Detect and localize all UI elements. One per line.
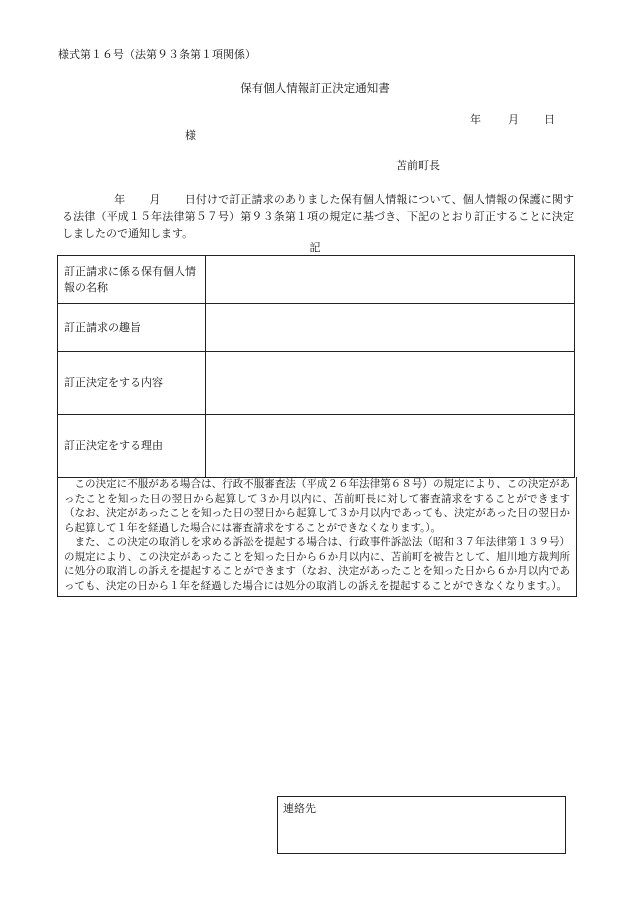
row-value-decision-reason [206, 415, 575, 478]
row-label-request-purpose: 訂正請求の趣旨 [58, 304, 206, 352]
intro-paragraph [62, 191, 574, 242]
date-day-label: 日 [544, 113, 555, 126]
ki-heading: 記 [309, 241, 321, 254]
correction-details-table [57, 255, 575, 478]
row-value-request-purpose [206, 304, 575, 352]
table-row [58, 415, 575, 478]
intro-year-label: 年 [114, 193, 126, 206]
appeal-notice-paragraph-2: また、この決定の取消しを求める訴訟を提起する場合は、行政事件訴訟法（昭和３７年法律第１３９号）の規定により、この決定があったことを知った日から６か月以内に、苫前町を被告として、旭川地方裁判所に処分の取消しの訴えを提起することができます（なお、決定があったことを知った日から６か月以内であっても、決定の日から１年を経過した場合には処分の取消しの訴えを提起することができなくなります。）。 [64, 536, 570, 592]
table-row [58, 256, 575, 304]
date-month-label: 月 [508, 113, 519, 126]
form-number: 様式第１６号（法第９３条第１項関係） [58, 48, 256, 61]
date-year-label: 年 [470, 113, 481, 126]
issuer-name: 苫前町長 [396, 159, 440, 172]
intro-text: 日付けで訂正請求のありました保有個人情報について、個人情報の保護に関する法律（平成１５年法律第５７号）第９３条第１項の規定に基づき、下記のとおり訂正することに決定しましたので通知します。 [62, 193, 574, 240]
addressee-suffix: 様 [185, 129, 196, 142]
table-row [58, 304, 575, 352]
contact-box [277, 796, 566, 854]
row-label-decision-reason: 訂正決定をする理由 [58, 415, 206, 478]
row-value-decision-content [206, 352, 575, 415]
intro-month-label: 月 [149, 193, 161, 206]
row-label-decision-content: 訂正決定をする内容 [58, 352, 206, 415]
appeal-notice-paragraph-1: この決定に不服がある場合は、行政不服審査法（平成２６年法律第６８号）の規定により、この決定があったことを知った日の翌日から起算して３か月以内に、苫前町長に対して審査請求をすることができます（なお、決定があったことを知った日の翌日から起算して３か月以内であっても、決定があった日の翌日から起算して１年を経過した場合には審査請求をすることができなくなります。）。 [64, 478, 570, 534]
appeal-notice [57, 477, 577, 597]
row-label-info-name: 訂正請求に係る保有個人情報の名称 [58, 256, 206, 304]
row-value-info-name [206, 256, 575, 304]
contact-label: 連絡先 [283, 802, 316, 815]
document-title: 保有個人情報訂正決定通知書 [240, 81, 390, 95]
table-row [58, 352, 575, 415]
